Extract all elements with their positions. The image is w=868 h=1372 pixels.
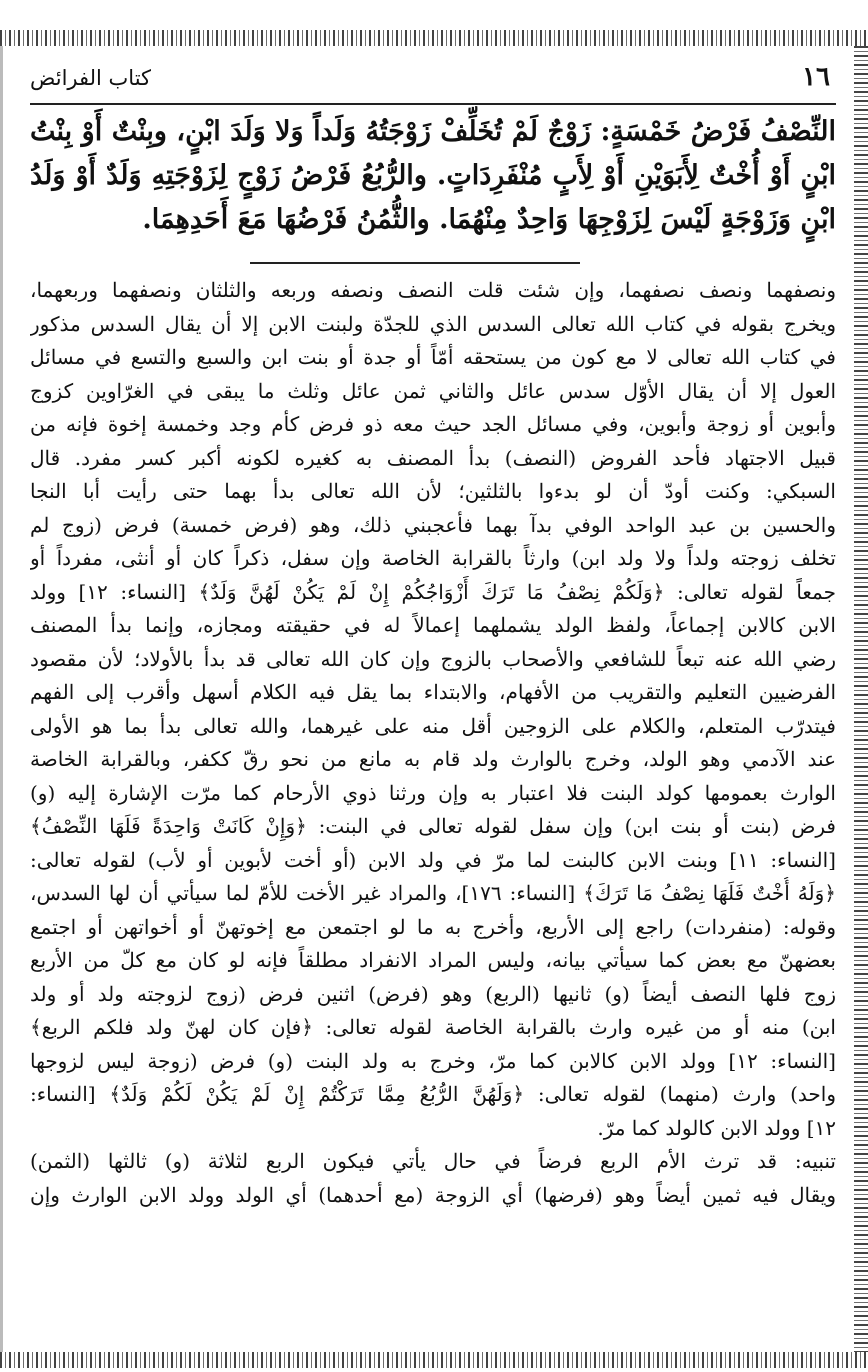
top-decorative-border <box>0 30 868 46</box>
page-header <box>30 60 830 100</box>
commentary-line: السبكي: وكنت أودّ أن لو بدءوا بالثلثين؛ لأن الله تعالى بدأ بهما حتى رأيت أبا النجا <box>30 479 836 503</box>
commentary-line: زوج فلها النصف أيضاً (و) ثانيها (الربع) وهو (فرض) اثنين فرض (زوج لزوجته ولد أو ولد <box>30 981 836 1006</box>
commentary-line: بعضهنّ مع بعض كما سيأتي بيانه، وليس المراد الانفراد مطلقاً فإنه لو كان مع كلّ من الأربع <box>30 948 836 972</box>
commentary-line: الفرضيين التعليم والتقريب من الأفهام، والابتداء بما يقل فيه الكلام أسهل وأقرب إلى الفهم <box>30 680 836 704</box>
commentary-line: قبيل الاجتهاد فأحد الفروض (النصف) بدأ المصنف به كغيره لكونه أكبر كسر مفرد. قال <box>30 445 836 470</box>
commentary-line: ويخرج بقوله في كتاب الله تعالى السدس الذي للجدّة ولبنت الابن إلا أن يقال السدس مذكور <box>30 311 836 336</box>
note-line: تنبيه: قد ترث الأم الربع فرضاً في حال يأتي فيكون الربع لثلاثة (و) ثالثها (الثمن) <box>30 1149 836 1173</box>
right-decorative-border <box>854 46 868 1352</box>
commentary-line: ويقال فيه ثمين أيضاً وهو (فرضها) أي الزوجة (مع أحدهما) أي الولد وولد الابن الوارث وإن <box>30 1182 836 1207</box>
page-number: ١٦ <box>802 62 830 92</box>
commentary-line: في كتاب الله تعالى لا مع كون من يستحقه أمّاً أو جدة أو بنت ابن والسبع والتسع في مسائل <box>30 345 836 369</box>
commentary-line: العول إلا أن يقال الأوّل سدس عائل والثاني ثمن عائل وثلث ما يبقى في الغرّاوين كزوج <box>30 378 836 403</box>
commentary-line: الوارث بعمومها كولد البنت فلا اعتبار به وإن ورثنا ذوي الأرحام كما مرّت الإشارة إليه (و) <box>30 780 836 805</box>
header-divider <box>30 103 836 105</box>
commentary-line: فيتدرّب المتعلم، والكلام على الزوجين أقل منه على غيرهما، والله تعالى بدأ بما هو الأولى <box>30 713 836 738</box>
commentary-line: رضي الله عنه تبعاً للشافعي والأصحاب بالزوج وإن كان الله تعالى قد بدأ بالأولاد؛ لأن مقصود <box>30 646 836 671</box>
commentary-line: ﴿وَلَهُ أُخْتٌ فَلَهَا نِصْفُ مَا تَرَكَ﴾ [النساء: ١٧٦]، والمراد غير الأخت للأمّ لما سيأتي أن لها السدس، <box>30 881 836 905</box>
commentary-line: واحد) وارث (منهما) لقوله تعالى: ﴿وَلَهُنَّ الرُّبُعُ مِمَّا تَرَكْتُمْ إِنْ لَمْ يَكُنْ لَكُمْ وَلَدٌ﴾ [النساء: <box>30 1082 836 1106</box>
bottom-decorative-border <box>0 1352 868 1368</box>
matn-underline <box>250 262 580 264</box>
book-title: كتاب الفرائض <box>30 66 152 90</box>
commentary-line: [النساء: ١١] وبنت الابن كالبنت لما مرّ في ولد الابن (أو أخت لأبوين أو لأب) لقوله تعالى: <box>30 847 836 872</box>
commentary-line: جمعاً لقوله تعالى: ﴿وَلَكُمْ نِصْفُ مَا تَرَكَ أَزْوَاجُكُمْ إِنْ لَمْ يَكُنْ لَهُنَّ وَلَدٌ﴾ [النساء: ١٢] وولد <box>30 579 836 604</box>
commentary-line: تخلف زوجته ولداً ولا ولد ابن) وارثاً بالقرابة الخاصة وإن سفل، ذكراً كان أو أنثى، مفرداً أو <box>30 546 836 570</box>
commentary-line: ابن) منه أو من غيره وارث بالقرابة الخاصة لقوله تعالى: ﴿فإن كان لهنّ ولد فلكم الربع﴾ <box>30 1015 836 1039</box>
commentary-text <box>30 274 836 1212</box>
commentary-line: وقوله: (منفردات) راجع إلى الأربع، وأخرج به ما لو اجتمعن مع إخوتهنّ أو أخواتهن أو اجتمع <box>30 914 836 939</box>
commentary-line: والحسين بن عبد الواحد الوفي بدآ بهما فأعجبني ذلك، وهو (فرض خمسة) فرض (زوج لم <box>30 512 836 537</box>
commentary-line: ونصفهما ونصف نصفهما، وإن شئت قلت النصف ونصفه وربعه والثلثان ونصفهما وربعهما، <box>30 278 836 302</box>
left-page-edge <box>0 46 3 1352</box>
commentary-line: الابن كالابن إجماعاً، ولفظ الولد يشملهما إعمالاً له في حقيقته ومجازه، وإنما بدأ المصنف <box>30 613 836 637</box>
matn-text: النِّصْفُ فَرْضُ خَمْسَةٍ: زَوْجٌ لَمْ تُخَلِّفْ زَوْجَتُهُ وَلَداً وَلا وَلَدَ ابْنٍ، وبِنْتٌ أَوْ بِنْتُ ابْنٍ أَوْ أُخْتٌ لِأَبَوَيْنِ أَوْ لِأَبٍ مُنْفَرِدَاتٍ. والرُّبُعُ فَرْضُ زَوْجٍ لِزَوْجَتِهِ وَلَدٌ أَوْ وَلَدُ ابْنٍ وَزَوْجَةٍ لَيْسَ لِزَوْجِهَا وَاحِدٌ مِنْهُمَا. والثُّمُنُ فَرْضُهَا مَعَ أَحَدِهِمَا. <box>30 116 836 235</box>
commentary-line: عند الآدمي وهو الولد، وخرج بالوارث ولد قام به مانع من نحو رقّ ككفر، وبالقرابة الخاصة <box>30 747 836 771</box>
commentary-line: وأبوين أو زوجة وأبوين، وفي مسائل الجد حيث معه ذو فرض كأم وجد وخمسة إخوة فإنه من <box>30 412 836 436</box>
commentary-line: [النساء: ١٢] وولد الابن كالابن كما مرّ، وخرج به ولد البنت (و) فرض (زوجة ليس لزوجها <box>30 1048 836 1073</box>
commentary-line: فرض (بنت أو بنت ابن) وإن سفل لقوله تعالى في البنت: ﴿وَإِنْ كَانَتْ وَاحِدَةً فَلَهَا النِّصْفُ﴾ <box>30 814 836 838</box>
commentary-line: ١٢] وولد الابن كالولد كما مرّ. <box>597 1115 836 1140</box>
